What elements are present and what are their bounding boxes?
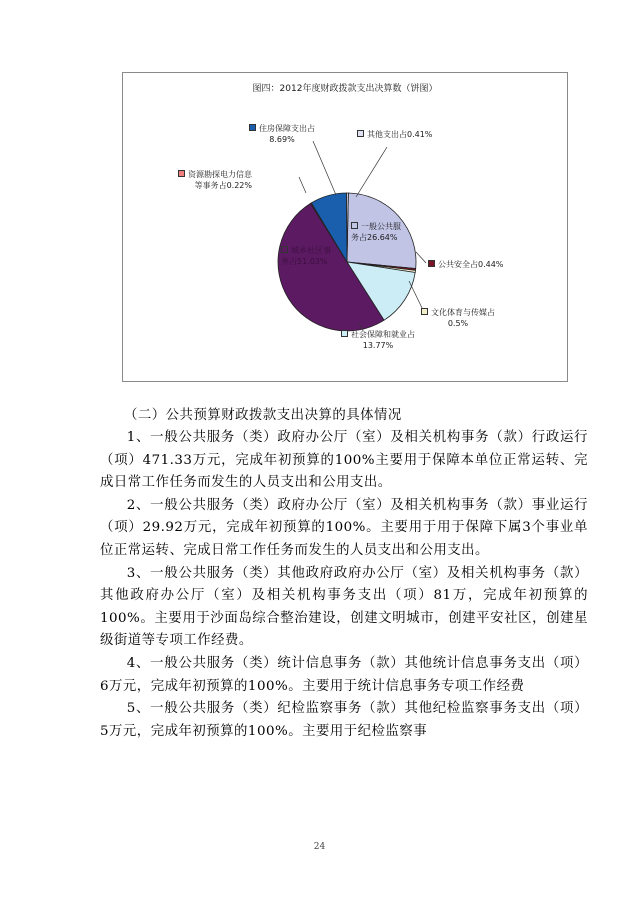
- section-heading: （二）公共预算财政拨款支出决算的具体情况: [124, 408, 402, 423]
- label-housing: 住房保障支出占 8.69%: [249, 123, 315, 145]
- legend-marker: [178, 170, 185, 177]
- body-text: [100, 427, 588, 743]
- paragraph-1: 1、一般公共服务（类）政府办公厅（室）及相关机构事务（款）行政运行（项）471.33万元，完成年初预算的100%主要用于保障本单位正常运转、完成日常工作任务而发生的人员支出和公用支出。: [100, 430, 588, 491]
- legend-marker: [351, 222, 358, 229]
- legend-marker: [357, 130, 364, 137]
- leader-line: [313, 141, 336, 195]
- paragraph-4: 4、一般公共服务（类）统计信息事务（款）其他统计信息事务支出（项）6万元，完成年初预算的100%。主要用于统计信息事务专项工作经费: [100, 655, 588, 694]
- paragraph-5: 5、一般公共服务（类）纪检监察事务（款）其他纪检监察事务支出（项）5万元，完成年初预算的100%。主要用于纪检监察事: [100, 701, 588, 739]
- label-other: 其他支出占0.41%: [357, 129, 432, 140]
- label-social-security: 社会保障和就业占 13.77%: [341, 329, 415, 351]
- leader-line: [416, 252, 426, 263]
- page-number: 24: [313, 842, 326, 852]
- label-resources: 资源勘探电力信息 等事务占0.22%: [178, 169, 252, 191]
- label-general-services: 一般公共服 务占26.64%: [351, 222, 401, 242]
- leader-line: [409, 281, 423, 310]
- paragraph-2: 2、一般公共服务（类）政府办公厅（室）及相关机构事务（款）事业运行（项）29.92万元，完成年初预算的100%。主要用于用于保障下属3个事业单位正常运转、完成日常工作任务而发生的人员支出和公用支出。: [100, 497, 588, 558]
- legend-marker: [428, 260, 435, 267]
- legend-marker: [281, 246, 288, 253]
- label-culture: 文化体育与传媒占 0.5%: [421, 307, 495, 329]
- legend-marker: [249, 124, 256, 131]
- pie-chart-frame: [122, 72, 568, 382]
- paragraph-3: 3、一般公共服务（类）其他政府政府办公厅（室）及相关机构事务（款）其他政府办公厅（室）及相关机构事务支出（项）81万，完成年初预算的100%。主要用于沙面岛综合整治建设，创建文明城市，创建平安社区，创建星级街道等专项工作经费。: [100, 565, 588, 649]
- legend-marker: [341, 330, 348, 337]
- legend-marker: [421, 308, 428, 315]
- label-public-security: 公共安全占0.44%: [428, 259, 503, 270]
- label-urban-rural: 城乡社区事 务占51.03%: [281, 246, 331, 266]
- leader-line: [299, 177, 306, 193]
- chart-title: 图四：2012年度财政拨款支出决算数（饼图）: [252, 84, 438, 94]
- leader-line: [356, 147, 387, 197]
